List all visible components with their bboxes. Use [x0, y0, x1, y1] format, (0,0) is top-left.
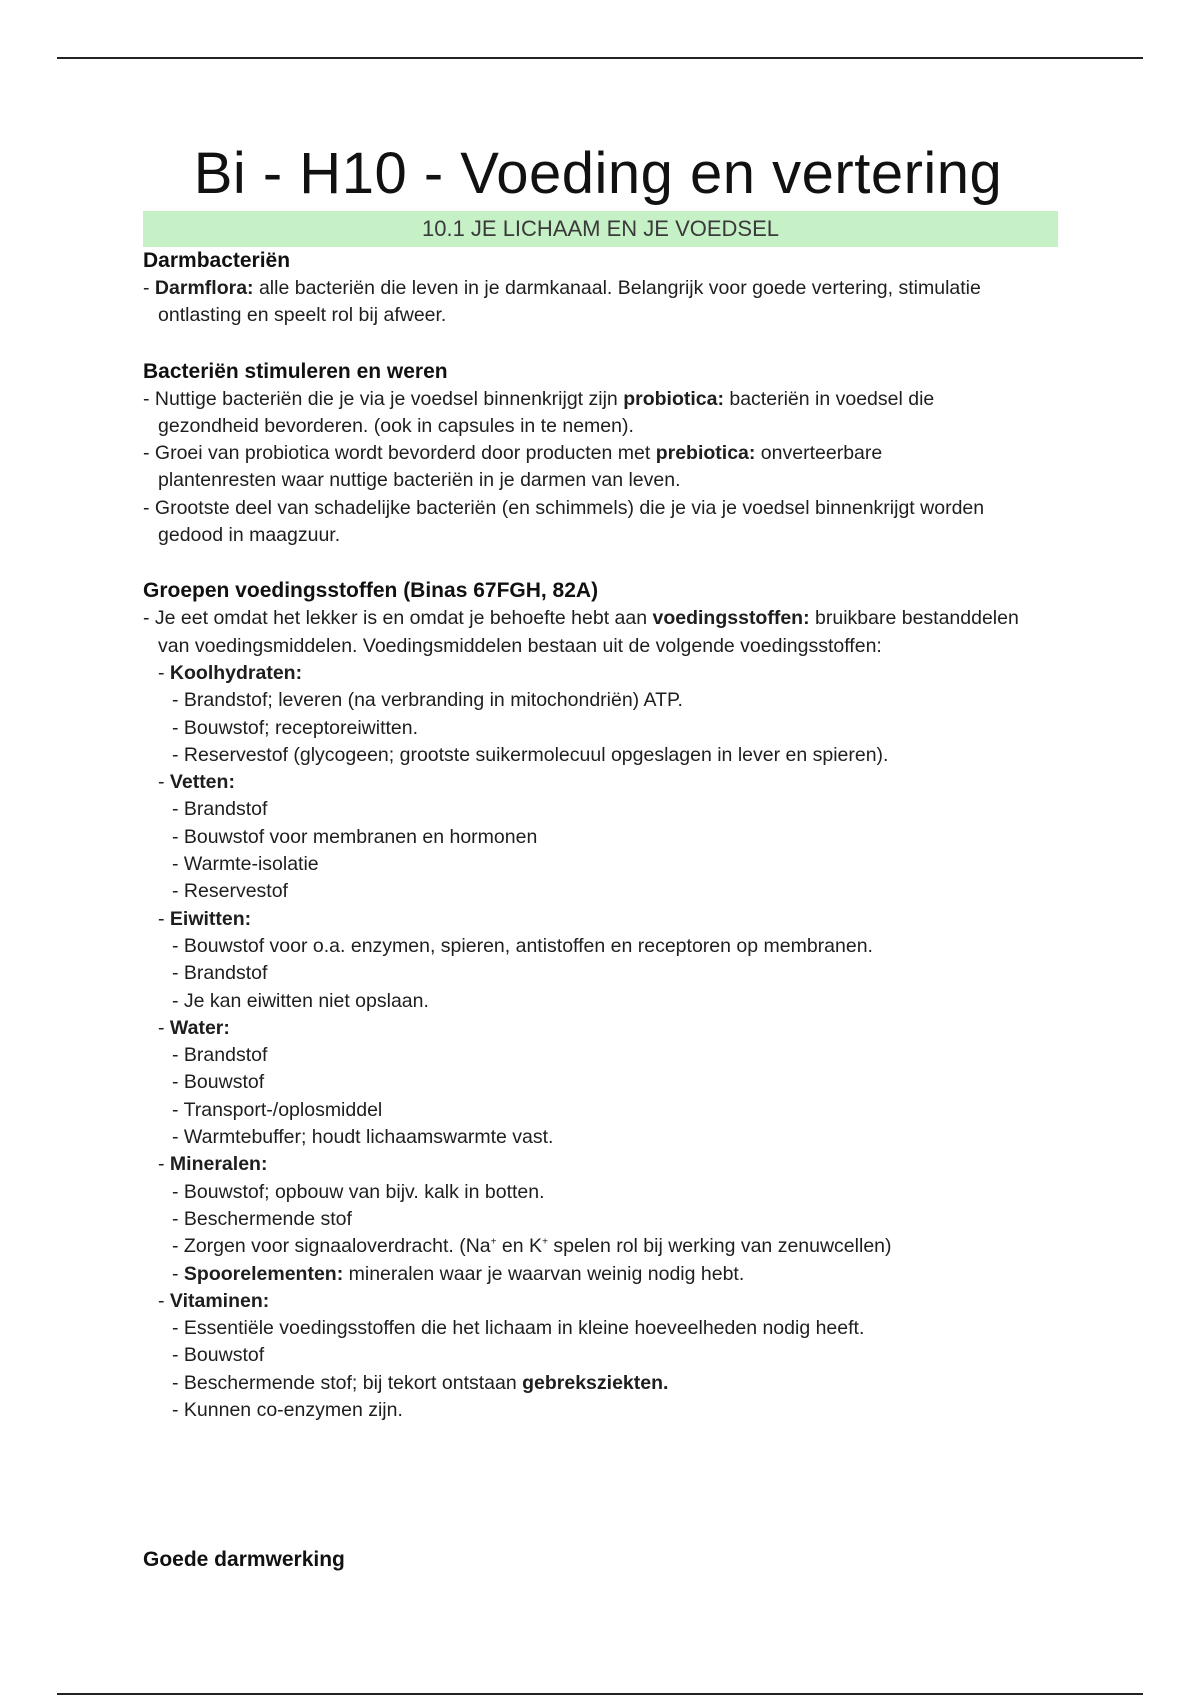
sub-item: - Bouwstof; opbouw van bijv. kalk in botten. — [172, 1180, 545, 1203]
sub-item: - Kunnen co-enzymen zijn. — [172, 1398, 403, 1421]
sub-item: - Reservestof (glycogeen; grootste suikermolecuul opgeslagen in lever en spieren). — [172, 743, 889, 766]
sub-item: - Je kan eiwitten niet opslaan. — [172, 989, 429, 1012]
item-text: spelen rol bij werking van zenuwcellen) — [547, 1235, 892, 1258]
sub-item: - Bouwstof — [172, 1071, 265, 1094]
list-item-darmflora: - Darmflora: alle bacteriën die leven in je darmkanaal. Belangrijk voor goede vertering, stimulatie — [143, 277, 981, 299]
list-item-maagzuur: - Grootste deel van schadelijke bacteriën (en schimmels) die je via je voedsel binnenkrijgt worden — [143, 496, 985, 519]
list-item-prebiotica: - Groei van probiotica wordt bevorderd door producten met prebiotica: onverteerbare — [143, 442, 883, 465]
item-text: Grootste deel van schadelijke bacteriën (en schimmels) die je via je voedsel binnenkrijgt worden — [154, 496, 985, 519]
sub-item: - Warmte-isolatie — [172, 853, 319, 876]
item-text: Reservestof — [183, 880, 288, 903]
top-rule — [57, 57, 1143, 59]
item-text: Transport-/oplosmiddel — [183, 1098, 383, 1121]
sub-item: - Bouwstof; receptoreiwitten. — [172, 716, 419, 739]
group-label: Vetten: — [169, 771, 235, 794]
heading-groepen: Groepen voedingsstoffen (Binas 67FGH, 82A) — [143, 579, 599, 603]
group-label: Vitaminen: — [169, 1289, 270, 1312]
sub-item: - Bouwstof voor membranen en hormonen — [172, 825, 538, 848]
superscript-plus: + — [542, 1236, 548, 1248]
group-label-koolhydraten: - Koolhydraten: — [158, 661, 303, 684]
sub-item: - Bouwstof — [172, 1344, 265, 1367]
term-gebreksziekten: gebreksziekten. — [522, 1371, 669, 1394]
list-item-continuation: van voedingsmiddelen. Voedingsmiddelen bestaan uit de volgende voedingsstoffen: — [158, 634, 882, 657]
list-item-continuation: gedood in maagzuur. — [158, 524, 341, 547]
group-label-mineralen: - Mineralen: — [158, 1153, 268, 1176]
document-title: Bi - H10 - Voeding en vertering — [193, 141, 1003, 206]
list-item-continuation: ontlasting en speelt rol bij afweer. — [158, 304, 447, 327]
definition-text: alle bacteriën die leven in je darmkanaal. Belangrijk voor goede vertering, stimulatie — [253, 277, 981, 299]
sub-item: - Reservestof — [172, 880, 288, 903]
sub-item-signaaloverdracht: - Zorgen voor signaaloverdracht. (Na+ en K+ spelen rol bij werking van zenuwcellen) — [172, 1235, 892, 1258]
heading-darmwerking: Goede darmwerking — [143, 1548, 345, 1572]
group-label: Koolhydraten: — [169, 661, 303, 684]
item-text: Essentiële voedingsstoffen die het lichaam in kleine hoeveelheden nodig heeft. — [183, 1317, 865, 1340]
sub-item: - Beschermende stof — [172, 1207, 352, 1230]
item-text: Bouwstof; opbouw van bijv. kalk in botten. — [183, 1180, 545, 1203]
item-text: Kunnen co-enzymen zijn. — [183, 1398, 403, 1421]
item-text: en K — [496, 1235, 543, 1258]
sub-item: - Bouwstof voor o.a. enzymen, spieren, antistoffen en receptoren op membranen. — [172, 934, 873, 957]
section-banner: 10.1 JE LICHAAM EN JE VOEDSEL — [143, 211, 1058, 247]
item-text: Brandstof; leveren (na verbranding in mitochondriën) ATP. — [183, 689, 683, 712]
group-label: Water: — [169, 1016, 230, 1039]
group-label: Mineralen: — [169, 1153, 268, 1176]
item-text: bacteriën in voedsel die — [723, 387, 935, 410]
item-text: Bouwstof; receptoreiwitten. — [183, 716, 419, 739]
list-item-probiotica: - Nuttige bacteriën die je via je voedsel binnenkrijgt zijn probiotica: bacteriën in voedsel die — [143, 387, 935, 410]
sub-item: - Brandstof — [172, 962, 268, 985]
item-text: Warmte-isolatie — [183, 853, 319, 876]
group-label-vetten: - Vetten: — [158, 771, 235, 794]
list-item-continuation: gezondheid bevorderen. (ook in capsules in te nemen). — [158, 414, 634, 437]
item-text: Je kan eiwitten niet opslaan. — [183, 989, 429, 1012]
item-text: bruikbare bestanddelen — [809, 607, 1019, 630]
document-body — [143, 137, 1058, 1574]
item-text: Reservestof (glycogeen; grootste suikermolecuul opgeslagen in lever en spieren). — [183, 743, 889, 766]
heading-darmbacterien: Darmbacteriën — [143, 249, 291, 272]
item-text: mineralen waar je waarvan weinig nodig hebt. — [343, 1262, 745, 1285]
item-text: Groei van probiotica wordt bevorderd door producten met — [154, 442, 656, 465]
term-probiotica: probiotica: — [623, 387, 724, 410]
group-label: Eiwitten: — [169, 907, 252, 930]
bottom-rule — [57, 1693, 1143, 1695]
term-darmflora: Darmflora: — [154, 277, 254, 299]
item-text: Brandstof — [183, 1044, 268, 1067]
item-text: Je eet omdat het lekker is en omdat je behoefte hebt aan — [154, 607, 653, 630]
item-text: Bouwstof voor o.a. enzymen, spieren, antistoffen en receptoren op membranen. — [183, 934, 873, 957]
sub-item: - Brandstof — [172, 798, 268, 821]
sub-item: - Brandstof; leveren (na verbranding in mitochondriën) ATP. — [172, 689, 683, 712]
item-text: Bouwstof voor membranen en hormonen — [183, 825, 538, 848]
term-voedingsstoffen: voedingsstoffen: — [652, 607, 810, 630]
item-text: Bouwstof — [183, 1344, 265, 1367]
sub-item: - Brandstof — [172, 1044, 268, 1067]
item-text: Brandstof — [183, 798, 268, 821]
item-text: onverteerbare — [755, 442, 883, 465]
list-item-intro: - Je eet omdat het lekker is en omdat je behoefte hebt aan voedingsstoffen: bruikbare bestanddelen — [143, 607, 1019, 630]
sub-item: - Essentiële voedingsstoffen die het lichaam in kleine hoeveelheden nodig heeft. — [172, 1317, 865, 1340]
group-label-vitaminen: - Vitaminen: — [158, 1289, 270, 1312]
item-text: Brandstof — [183, 962, 268, 985]
term-spoorelementen: Spoorelementen: — [183, 1262, 344, 1285]
term-prebiotica: prebiotica: — [655, 442, 756, 465]
heading-stimuleren: Bacteriën stimuleren en weren — [143, 359, 448, 383]
sub-item: - Warmtebuffer; houdt lichaamswarmte vast. — [172, 1126, 554, 1149]
item-text: Beschermende stof — [183, 1207, 352, 1230]
sub-item-spoorelementen: - Spoorelementen: mineralen waar je waarvan weinig nodig hebt. — [172, 1262, 745, 1285]
sub-item-gebreksziekten: - Beschermende stof; bij tekort ontstaan gebreksziekten. — [172, 1371, 669, 1394]
item-text: Nuttige bacteriën die je via je voedsel binnenkrijgt zijn — [154, 387, 624, 410]
item-text: Zorgen voor signaaloverdracht. (Na — [183, 1235, 491, 1258]
superscript-plus: + — [490, 1236, 497, 1248]
group-label-eiwitten: - Eiwitten: — [158, 907, 252, 930]
item-text: Bouwstof — [183, 1071, 265, 1094]
list-item-continuation: plantenresten waar nuttige bacteriën in je darmen van leven. — [158, 469, 681, 492]
item-text: Warmtebuffer; houdt lichaamswarmte vast. — [183, 1126, 554, 1149]
group-label-water: - Water: — [158, 1016, 230, 1039]
item-text: Beschermende stof; bij tekort ontstaan — [183, 1371, 523, 1394]
sub-item: - Transport-/oplosmiddel — [172, 1098, 383, 1121]
